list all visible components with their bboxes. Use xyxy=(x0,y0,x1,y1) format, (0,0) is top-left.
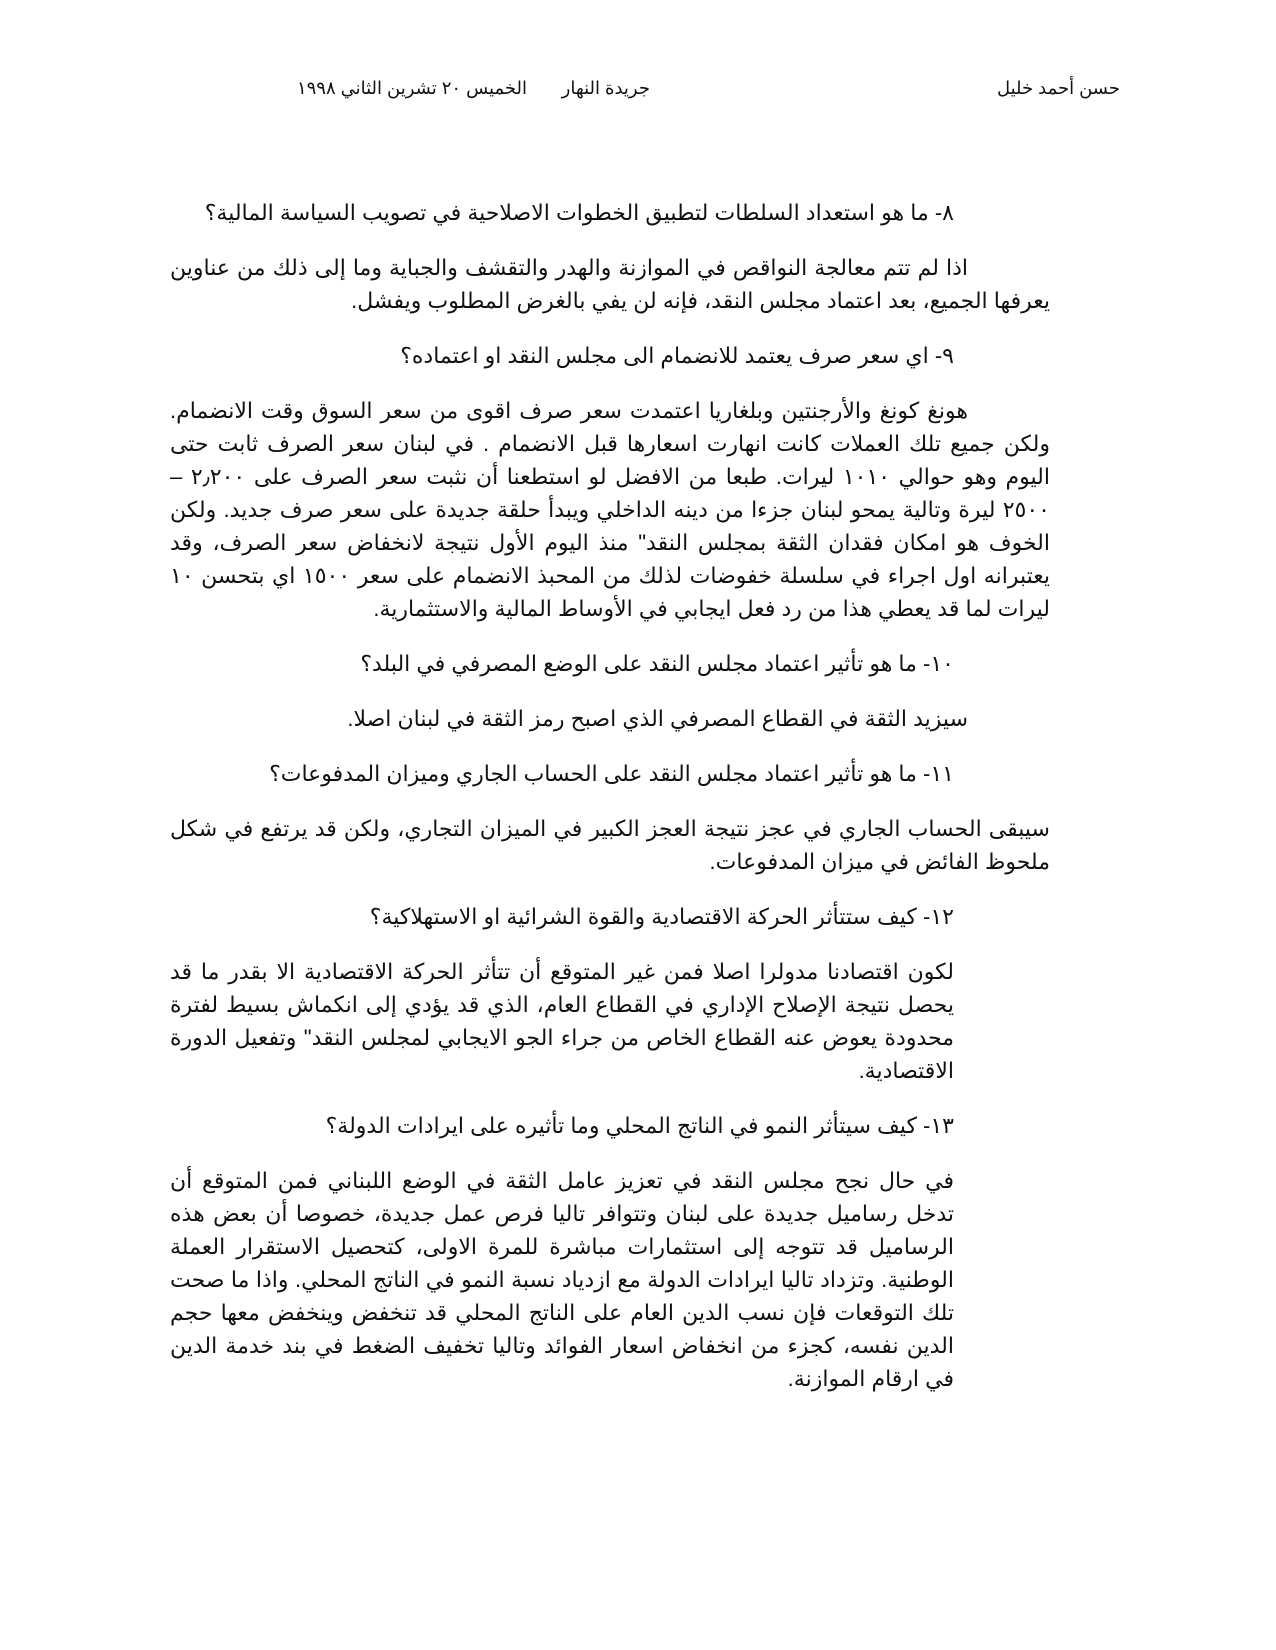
answer-12: لكون اقتصادنا مدولرا اصلا فمن غير المتوقع أن تتأثر الحركة الاقتصادية الا بقدر ما قد يحصل نتيجة الإصلاح الإداري في القطاع العام، الذي قد يؤدي إلى انكماش بسيط لفترة محدودة يعوض عنه القطاع الخاص من جراء الجو الايجابي لمجلس النقد" وتفعيل الدورة الاقتصادية. xyxy=(170,959,954,1083)
question-11: ١١- ما هو تأثير اعتماد مجلس النقد على الحساب الجاري وميزان المدفوعات؟ xyxy=(269,761,954,786)
question-13: ١٣- كيف سيتأثر النمو في الناتج المحلي وما تأثيره على ايرادات الدولة؟ xyxy=(325,1113,954,1138)
question-10: ١٠- ما هو تأثير اعتماد مجلس النقد على الوضع المصرفي في البلد؟ xyxy=(360,651,954,676)
question-12: ١٢- كيف ستتأثر الحركة الاقتصادية والقوة الشرائية او الاستهلاكية؟ xyxy=(369,904,954,929)
answer-13: في حال نجح مجلس النقد في تعزيز عامل الثقة في الوضع اللبناني فمن المتوقع أن تدخل رساميل جديدة على لبنان وتتوافر تاليا فرص عمل جديدة، خصوصا أن بعض هذه الرساميل قد تتوجه إلى استثمارات مباشرة للمرة الاولى، كتحصيل الاستقرار العملة الوطنية. وتزداد تاليا ايرادات الدولة مع ازدياد نسبة النمو في الناتج المحلي. واذا ما صحت تلك التوقعات فإن نسب الدين العام على الناتج المحلي قد تنخفض وينخفض معها حجم الدين نفسه، كجزء من انخفاض اسعار الفوائد وتاليا تخفيف الضغط في بند خدمة الدين في ارقام الموازنة. xyxy=(170,1168,954,1391)
article-body xyxy=(170,196,1050,1417)
newspaper-name: جريدة النهار xyxy=(561,78,650,98)
answer-10: سيزيد الثقة في القطاع المصرفي الذي اصبح رمز الثقة في لبنان اصلا. xyxy=(347,706,968,731)
question-9: ٩- اي سعر صرف يعتمد للانضمام الى مجلس النقد او اعتماده؟ xyxy=(400,343,954,368)
publication-date: الخميس ٢٠ تشرين الثاني ١٩٩٨ xyxy=(296,78,527,98)
author-name: حسن أحمد خليل xyxy=(996,78,1120,98)
answer-8: اذا لم تتم معالجة النواقص في الموازنة والهدر والتقشف والجباية وما إلى ذلك من عناوين يعرفها الجميع، بعد اعتماد مجلس النقد، فإنه لن يفي بالغرض المطلوب ويفشل. xyxy=(170,255,1050,313)
answer-11: سيبقى الحساب الجاري في عجز نتيجة العجز الكبير في الميزان التجاري، ولكن قد يرتفع في شكل ملحوظ الفائض في ميزان المدفوعات. xyxy=(170,816,1050,874)
question-8: ٨- ما هو استعداد السلطات لتطبيق الخطوات الاصلاحية في تصويب السياسة المالية؟ xyxy=(204,200,954,225)
answer-9: هونغ كونغ والأرجنتين وبلغاريا اعتمدت سعر صرف اقوى من سعر السوق وقت الانضمام. ولكن جميع تلك العملات كانت انهارت اسعارها قبل الانضمام . في لبنان سعر الصرف ثابت حتى اليوم وهو حوالي ١٠١٠ ليرات. طبعا من الافضل لو استطعنا أن نثبت سعر الصرف على ٢٫٢٠٠ – ٢٥٠٠ ليرة وتالية يمحو لبنان جزءا من دينه الداخلي ويبدأ حلقة جديدة على سعر صرف جديد. ولكن الخوف هو امكان فقدان الثقة بمجلس النقد" منذ اليوم الأول نتيجة لانخفاض سعر الصرف، وقد يعتبرانه اول اجراء في سلسلة خفوضات لذلك من المحبذ الانضمام على سعر ١٥٠٠ اي بتحسن ١٠ ليرات لما قد يعطي هذا من رد فعل ايجابي في الأوساط المالية والاستثمارية. xyxy=(170,398,1050,621)
page-header xyxy=(150,78,1120,108)
